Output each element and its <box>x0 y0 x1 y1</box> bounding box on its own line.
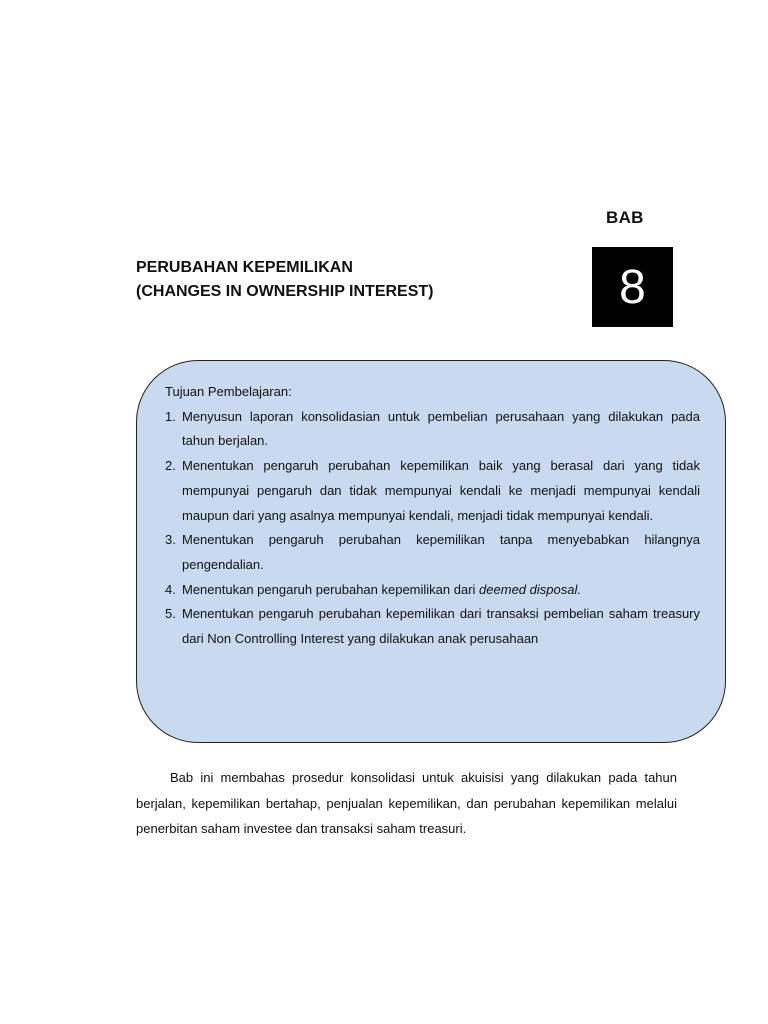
objective-number: 5. <box>165 606 176 622</box>
learning-objectives-heading: Tujuan Pembelajaran: <box>165 384 292 399</box>
objective-number: 2. <box>165 458 176 474</box>
chapter-title-line-1: PERUBAHAN KEPEMILIKAN <box>136 259 353 276</box>
objective-text-plain: Menentukan pengaruh perubahan kepemilikan dari <box>182 581 480 597</box>
objective-text: Menentukan pengaruh perubahan kepemilikan baik yang berasal dari yang tidak mempunyai pengaruh dan tidak mempunyai kendali ke menjadi mempunyai kendali maupun dari yang asalnya mempunyai kendali, menjadi tidak mempunyai kendali. <box>182 458 700 523</box>
chapter-number: 8 <box>619 260 646 314</box>
objective-text: Menentukan pengaruh perubahan kepemilikan tanpa menyebabkan hilangnya pengendalian. <box>182 532 700 572</box>
objective-text <box>182 578 700 603</box>
objective-number: 4. <box>165 581 176 597</box>
objective-item <box>165 528 700 577</box>
objective-text: Menentukan pengaruh perubahan kepemilikan dari transaksi pembelian saham treasury dari Non Controlling Interest yang dilakukan anak perusahaan <box>182 606 700 647</box>
objective-item <box>165 454 700 528</box>
objective-item <box>165 405 700 454</box>
objective-number: 1. <box>165 408 176 424</box>
objective-number: 3. <box>165 532 176 548</box>
objective-item <box>165 602 700 651</box>
chapter-label: BAB <box>606 208 644 227</box>
chapter-title-line-2: (CHANGES IN OWNERSHIP INTEREST) <box>136 283 434 300</box>
objective-item <box>165 578 700 603</box>
learning-objectives <box>165 380 700 652</box>
chapter-number-box <box>592 247 673 327</box>
objective-text-italic: deemed disposal. <box>479 581 581 597</box>
chapter-title <box>136 256 434 304</box>
intro-paragraph: Bab ini membahas prosedur konsolidasi untuk akuisisi yang dilakukan pada tahun berjalan, kepemilikan bertahap, penjualan kepemilikan, dan perubahan kepemilikan melalui penerbitan saham investee dan transaksi saham treasuri. <box>136 770 677 837</box>
objective-text: Menyusun laporan konsolidasian untuk pembelian perusahaan yang dilakukan pada tahun berjalan. <box>182 408 700 449</box>
